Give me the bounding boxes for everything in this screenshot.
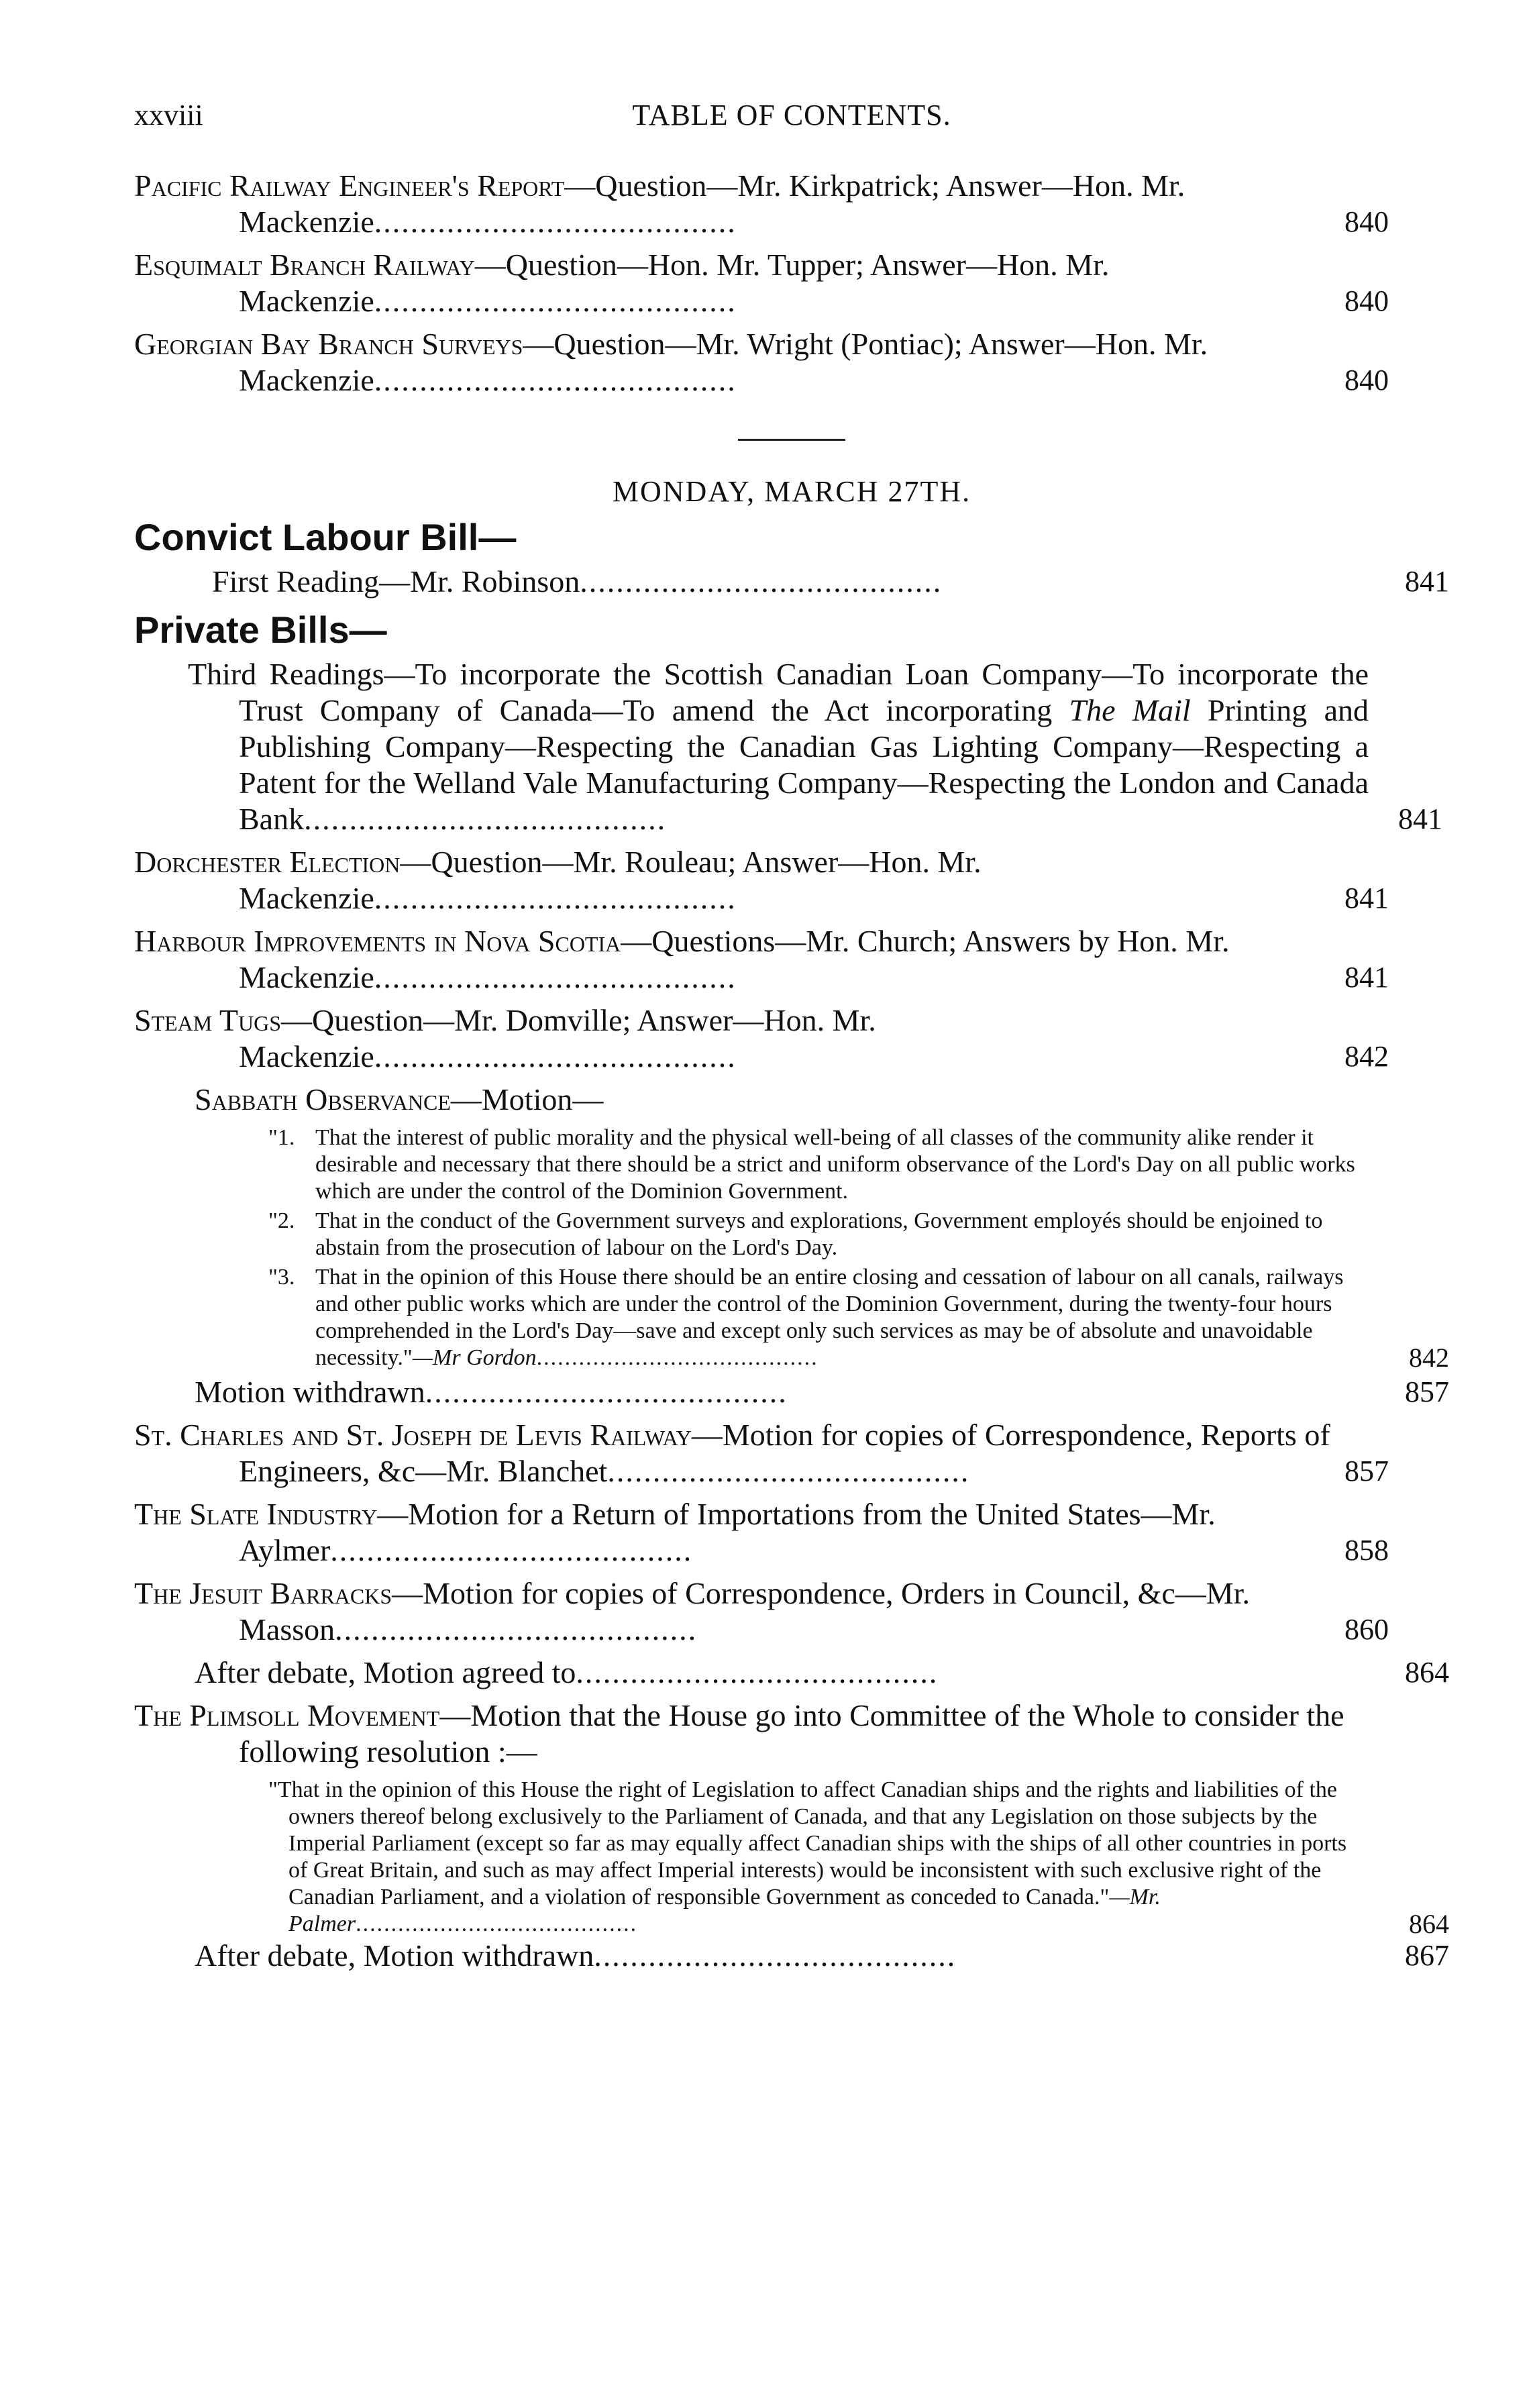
resolution-clause-3 xyxy=(134,1264,1449,1371)
entry-text: Motion withdrawn xyxy=(195,1375,425,1409)
entry-heading: The Plimsoll Movement xyxy=(134,1698,440,1732)
entry-text: —Motion for copies of Correspondence, Reports of Engineers, &c—Mr. Blanchet xyxy=(239,1418,1330,1488)
toc-entry-private-bills[interactable]: Third Readings—To incorporate the Scottish Canadian Loan Company—To incorporate the Trust Company of Canada—To amend the Act incorporating The Mail Printing and Publishing Company—Respecting the Canadian Gas Lighting Company—Respecting a Patent for the Welland Vale Manufacturing Company—Respecting the London and Canada Bank........................................ 841 xyxy=(188,657,1442,836)
toc-entry-motion-withdrawn[interactable] xyxy=(134,1374,1449,1410)
toc-entry-harbour[interactable]: Harbour Improvements in Nova Scotia—Questions—Mr. Church; Answers by Hon. Mr. Mackenzie........................................ 841 xyxy=(134,924,1389,994)
toc-entry-after-debate-agreed[interactable] xyxy=(134,1655,1449,1691)
clause-number: "1. xyxy=(268,1125,295,1150)
entry-page: 864 xyxy=(1409,1909,1449,1939)
dot-leader: ........................................ xyxy=(374,363,737,397)
entry-text: —Questions—Mr. Church; Answers by Hon. Mr. Mackenzie xyxy=(239,924,1230,994)
entry-heading: Pacific Railway Engineer's Report xyxy=(134,168,565,203)
entry-text: After debate, Motion agreed to xyxy=(195,1655,576,1689)
resolution-text: "That in the opinion of this House the right of Legislation to affect Canadian ships and the rights and liabilities of the owners thereof belong exclusively to the Parliament of Canada, and that any Legislation on those subjects by the Imperial Parliament (except so far as may equally affect Canadian ships with the ships of all other countries in ports of Great Britain, and such as may affect Imperial interests) would be inconsistent with such exclusive right of the Canadian Parliament, and a violation of responsible Government as conceded to Canada." xyxy=(268,1777,1347,1909)
plimsoll-resolution xyxy=(134,1777,1449,1938)
entry-text: Third Readings—To incorporate the Scottish Canadian Loan Company—To incorporate the Trust Company of Canada—To amend the Act incorporating xyxy=(188,657,1369,727)
dot-leader: ........................................ xyxy=(374,881,737,915)
dot-leader: ........................................ xyxy=(536,1345,818,1370)
resolution-clause-2 xyxy=(134,1208,1449,1261)
dot-leader: ........................................ xyxy=(330,1533,693,1567)
toc-entry-sabbath[interactable] xyxy=(134,1082,1449,1118)
entry-heading: Steam Tugs xyxy=(134,1003,282,1037)
dot-leader: ........................................ xyxy=(425,1375,788,1409)
toc-entry-jesuit-barracks[interactable]: The Jesuit Barracks—Motion for copies of Correspondence, Orders in Council, &c—Mr. Masson........................................ 860 xyxy=(134,1576,1389,1646)
entry-text: —Motion for a Return of Importations from the United States—Mr. Aylmer xyxy=(239,1497,1216,1567)
toc-entry-pacific-railway[interactable]: Pacific Railway Engineer's Report—Question—Mr. Kirkpatrick; Answer—Hon. Mr. Mackenzie........................................ 840 xyxy=(134,168,1389,239)
clause-text: That in the opinion of this House there should be an entire closing and cessation of labour on all canals, railways and other public works which are under the control of the Dominion Government, during the twenty-four hours comprehended in the Lord's Day—save and except only such services as may be of absolute and unavoidable necessity." xyxy=(315,1265,1344,1370)
dot-leader: ........................................ xyxy=(304,802,667,836)
entry-text: First Reading—Mr. Robinson xyxy=(212,564,580,598)
toc-entry-slate-industry[interactable]: The Slate Industry—Motion for a Return of Importations from the United States—Mr. Aylmer........................................ 858 xyxy=(134,1497,1389,1567)
entry-heading: The Jesuit Barracks xyxy=(134,1576,392,1610)
entry-heading: Dorchester Election xyxy=(134,845,401,879)
entry-text: After debate, Motion withdrawn xyxy=(195,1938,594,1973)
entry-heading: Georgian Bay Branch Surveys xyxy=(134,327,523,361)
entry-text: —Question—Hon. Mr. Tupper; Answer—Hon. Mr. Mackenzie xyxy=(239,248,1110,318)
dot-leader: ........................................ xyxy=(374,284,737,318)
section-heading-private-bills: Private Bills— xyxy=(134,609,387,651)
entry-page: 867 xyxy=(1405,1939,1449,1972)
entry-page: 841 xyxy=(1405,565,1449,598)
clause-text: That the interest of public morality and the physical well-being of all classes of the community alike render it desirable and necessary that there should be a strict and uniform observance of the Lord's Day on all public works which are under the control of the Dominion Government. xyxy=(315,1125,1355,1204)
toc-entry-st-charles-railway[interactable]: St. Charles and St. Joseph de Levis Railway—Motion for copies of Correspondence, Reports of Engineers, &c—Mr. Blanchet........................................ 857 xyxy=(134,1418,1389,1488)
page-header xyxy=(134,98,1449,138)
entry-heading: Harbour Improvements in Nova Scotia xyxy=(134,924,621,958)
dot-leader: ........................................ xyxy=(576,1655,939,1689)
entry-text: —Question—Mr. Kirkpatrick; Answer—Hon. Mr. Mackenzie xyxy=(239,168,1185,239)
dot-leader: ........................................ xyxy=(607,1454,970,1488)
dot-leader: ........................................ xyxy=(594,1938,957,1973)
entry-heading: St. Charles and St. Joseph de Levis Railway xyxy=(134,1418,692,1452)
page-title: TABLE OF CONTENTS. xyxy=(632,99,951,132)
dot-leader: ........................................ xyxy=(374,1039,737,1074)
entry-text: —Motion for copies of Correspondence, Orders in Council, &c—Mr. Masson xyxy=(239,1576,1250,1646)
clause-number: "3. xyxy=(268,1265,295,1290)
entry-text: —Question—Mr. Rouleau; Answer—Hon. Mr. Mackenzie xyxy=(239,845,982,915)
dot-leader: ........................................ xyxy=(335,1612,698,1646)
toc-entry-after-debate-withdrawn[interactable] xyxy=(134,1938,1449,1974)
resolution-clause-1 xyxy=(134,1124,1449,1205)
toc-entry-convict-labour[interactable] xyxy=(134,564,1449,600)
toc-entry-dorchester[interactable]: Dorchester Election—Question—Mr. Rouleau; Answer—Hon. Mr. Mackenzie........................................ 841 xyxy=(134,845,1389,915)
contents-list xyxy=(134,168,1449,1981)
toc-entry-plimsoll[interactable] xyxy=(134,1697,1449,1770)
entry-heading: Esquimalt Branch Railway xyxy=(134,248,475,282)
clause-number: "2. xyxy=(268,1208,295,1233)
section-divider xyxy=(738,439,845,441)
toc-entry-steam-tugs[interactable]: Steam Tugs—Question—Mr. Domville; Answer—Hon. Mr. Mackenzie........................................ 842 xyxy=(134,1003,1389,1074)
dot-leader: ........................................ xyxy=(374,960,737,994)
resolution-author: —Mr. Palmer xyxy=(288,1885,1161,1936)
section-heading-convict: Convict Labour Bill— xyxy=(134,516,517,558)
dot-leader: ........................................ xyxy=(374,205,737,239)
entry-heading: The Slate Industry xyxy=(134,1497,378,1531)
toc-entry-esquimalt-branch[interactable]: Esquimalt Branch Railway—Question—Hon. Mr. Tupper; Answer—Hon. Mr. Mackenzie........................................ 840 xyxy=(134,248,1389,318)
clause-author: —Mr Gordon xyxy=(412,1345,537,1370)
entry-page: 857 xyxy=(1405,1375,1449,1408)
dot-leader: ........................................ xyxy=(580,564,943,598)
entry-text: —Question—Mr. Domville; Answer—Hon. Mr. Mackenzie xyxy=(239,1003,876,1074)
entry-text: —Motion that the House go into Committee of the Whole to consider the following resolution :— xyxy=(239,1698,1344,1769)
clause-text: That in the conduct of the Government surveys and explorations, Government employés should be enjoined to abstain from the prosecution of labour on the Lord's Day. xyxy=(315,1208,1323,1260)
entry-italic: The Mail xyxy=(1069,693,1191,727)
entry-page: 864 xyxy=(1405,1656,1449,1689)
entry-text: —Question—Mr. Wright (Pontiac); Answer—Hon. Mr. Mackenzie xyxy=(239,327,1208,397)
dot-leader: ........................................ xyxy=(356,1912,638,1936)
date-heading: MONDAY, MARCH 27TH. xyxy=(612,475,971,508)
page-number: xxviii xyxy=(134,99,203,132)
toc-entry-georgian-bay[interactable]: Georgian Bay Branch Surveys—Question—Mr. Wright (Pontiac); Answer—Hon. Mr. Mackenzie........................................ 840 xyxy=(134,327,1389,397)
entry-heading: Sabbath Observance xyxy=(195,1082,451,1116)
entry-text: Printing and Publishing Company—Respecting the Canadian Gas Lighting Company—Respecting a Patent for the Welland Vale Manufacturing Company—Respecting the London and Canada Bank xyxy=(239,693,1369,836)
entry-page: 842 xyxy=(1409,1343,1449,1373)
entry-text: —Motion— xyxy=(450,1082,604,1116)
